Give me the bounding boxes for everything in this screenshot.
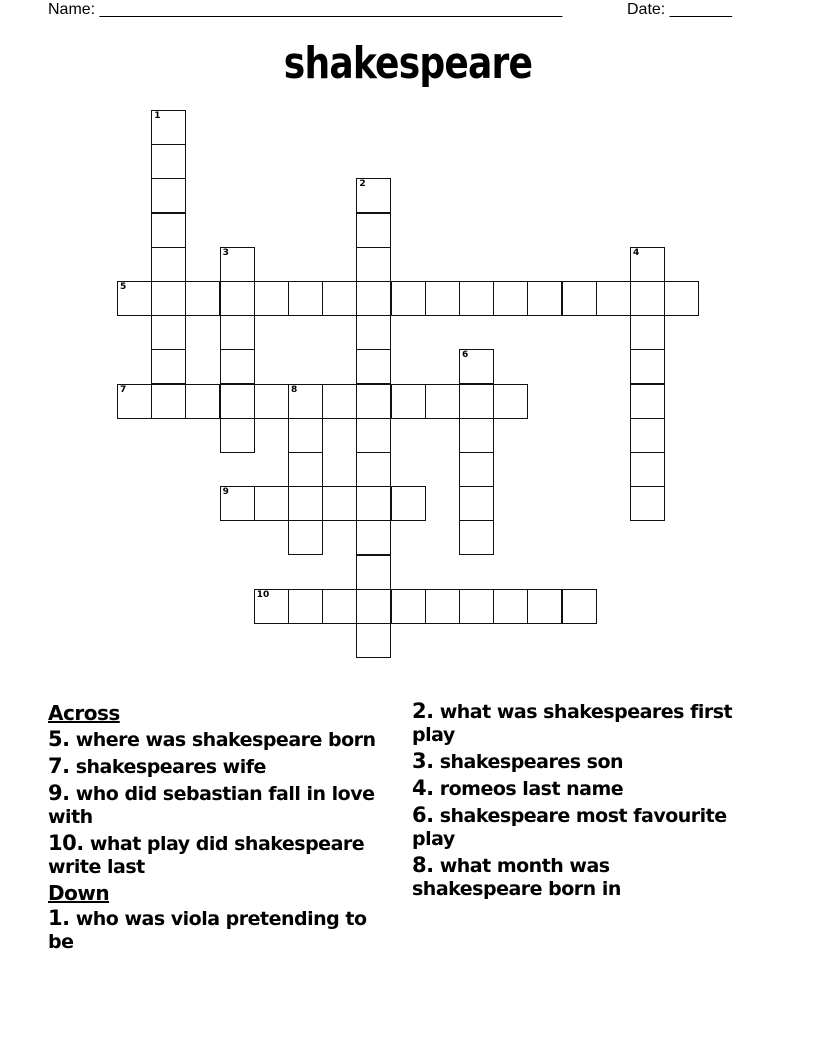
clue-down-4 (412, 777, 742, 801)
grid-cell[interactable] (254, 281, 289, 316)
grid-cell[interactable] (151, 281, 186, 316)
grid-cell[interactable] (356, 281, 391, 316)
grid-cell[interactable] (185, 281, 220, 316)
clue-text: what play did shakespeare write last (48, 832, 365, 878)
name-field-label: Name: ____________________________________________________ (48, 1, 563, 18)
grid-cell[interactable] (391, 281, 426, 316)
grid-cell[interactable] (527, 589, 562, 624)
grid-cell[interactable] (356, 555, 391, 590)
clue-number: 8. (412, 853, 434, 877)
grid-cell[interactable] (220, 349, 255, 384)
grid-cell[interactable] (356, 452, 391, 487)
grid-cell[interactable] (630, 349, 665, 384)
grid-cell[interactable] (356, 486, 391, 521)
grid-cell[interactable] (391, 486, 426, 521)
grid-cell[interactable] (322, 486, 357, 521)
grid-cell[interactable] (562, 589, 597, 624)
grid-cell[interactable] (630, 384, 665, 419)
grid-cell[interactable] (459, 452, 494, 487)
clue-number: 3. (412, 749, 434, 773)
clue-number: 10. (48, 830, 84, 855)
clue-text: what was shakespeares first play (412, 701, 733, 746)
clue-down-2 (412, 700, 742, 747)
grid-cell[interactable] (254, 384, 289, 419)
grid-cell[interactable] (562, 281, 597, 316)
grid-cell[interactable] (391, 589, 426, 624)
cell-number: 9 (222, 487, 229, 498)
clue-text: what month was shakespeare born in (412, 855, 621, 900)
cell-number: 5 (120, 282, 127, 292)
grid-cell[interactable] (356, 384, 391, 419)
grid-cell[interactable] (322, 281, 357, 316)
grid-cell[interactable] (151, 247, 186, 282)
grid-cell[interactable] (630, 452, 665, 487)
clue-across-7 (48, 755, 383, 779)
grid-cell[interactable] (356, 623, 391, 658)
clues-right-column (412, 700, 742, 904)
down-heading: Down (48, 880, 110, 905)
clue-number: 1. (48, 906, 70, 930)
cell-number: 3 (222, 247, 229, 258)
grid-cell[interactable] (356, 418, 391, 453)
clue-text: romeos last name (439, 778, 624, 800)
grid-cell[interactable] (356, 349, 391, 384)
grid-cell[interactable] (220, 281, 255, 316)
grid-cell[interactable] (459, 520, 494, 555)
grid-cell[interactable] (356, 589, 391, 624)
grid-cell[interactable] (254, 486, 289, 521)
grid-cell[interactable] (117, 281, 152, 316)
grid-cell[interactable] (459, 384, 494, 419)
grid-cell[interactable] (630, 418, 665, 453)
clue-number: 2. (412, 699, 434, 723)
grid-cell[interactable] (151, 349, 186, 384)
grid-cell[interactable] (356, 247, 391, 282)
clue-text: shakespeare most favourite play (412, 805, 727, 850)
grid-cell[interactable] (425, 589, 460, 624)
grid-cell[interactable] (220, 315, 255, 350)
grid-cell[interactable] (356, 178, 391, 213)
cell-number: 6 (462, 350, 469, 361)
clue-down-3 (412, 750, 742, 774)
grid-cell[interactable] (527, 281, 562, 316)
grid-cell[interactable] (151, 384, 186, 419)
grid-cell[interactable] (425, 281, 460, 316)
clue-text: who did sebastian fall in love with (48, 782, 375, 828)
clue-number: 4. (412, 776, 434, 800)
clue-text: where was shakespeare born (75, 728, 376, 751)
grid-cell[interactable] (288, 418, 323, 453)
grid-cell[interactable] (630, 315, 665, 350)
grid-cell[interactable] (220, 418, 255, 453)
grid-cell[interactable] (664, 281, 699, 316)
clue-down-6 (412, 804, 742, 851)
grid-cell[interactable] (425, 384, 460, 419)
grid-cell[interactable] (288, 452, 323, 487)
grid-cell[interactable] (493, 384, 528, 419)
grid-cell[interactable] (493, 281, 528, 316)
across-heading: Across (48, 701, 120, 725)
grid-cell[interactable] (254, 589, 289, 624)
grid-cell[interactable] (459, 281, 494, 316)
clue-text: who was viola pretending to be (48, 908, 367, 953)
cell-number: 4 (633, 247, 640, 258)
clue-across-9 (48, 782, 383, 829)
cell-number: 10 (256, 589, 270, 600)
grid-cell[interactable] (151, 315, 186, 350)
grid-cell[interactable] (151, 110, 186, 145)
grid-cell[interactable] (288, 281, 323, 316)
clue-down-1 (48, 907, 383, 954)
grid-cell[interactable] (322, 589, 357, 624)
grid-cell[interactable] (288, 486, 323, 521)
clue-text: shakespeares wife (75, 755, 266, 778)
clue-across-5 (48, 728, 383, 752)
clue-number: 6. (412, 803, 434, 827)
grid-cell[interactable] (151, 178, 186, 213)
grid-cell[interactable] (356, 520, 391, 555)
cell-number: 7 (120, 384, 127, 395)
clue-number: 5. (48, 726, 70, 751)
grid-cell[interactable] (151, 213, 186, 248)
grid-cell[interactable] (391, 384, 426, 419)
cell-number: 2 (359, 179, 366, 190)
grid-cell[interactable] (288, 520, 323, 555)
clues-left-column (48, 700, 383, 957)
page-title: shakespeare (283, 38, 533, 89)
grid-cell[interactable] (356, 213, 391, 248)
grid-cell[interactable] (288, 384, 323, 419)
grid-cell[interactable] (322, 384, 357, 419)
grid-cell[interactable] (493, 589, 528, 624)
grid-cell[interactable] (459, 589, 494, 624)
clue-number: 9. (48, 780, 70, 805)
grid-cell[interactable] (220, 486, 255, 521)
grid-cell[interactable] (459, 418, 494, 453)
clue-across-10 (48, 832, 383, 879)
grid-cell[interactable] (630, 247, 665, 282)
grid-cell[interactable] (151, 144, 186, 179)
grid-cell[interactable] (630, 486, 665, 521)
grid-cell[interactable] (459, 349, 494, 384)
grid-cell[interactable] (220, 384, 255, 419)
grid-cell[interactable] (220, 247, 255, 282)
clue-down-8 (412, 854, 742, 901)
cell-number: 1 (154, 111, 161, 121)
cell-number: 8 (291, 384, 298, 395)
clue-text: shakespeares son (439, 751, 624, 773)
clue-number: 7. (48, 753, 70, 778)
grid-cell[interactable] (596, 281, 631, 316)
grid-cell[interactable] (459, 486, 494, 521)
grid-cell[interactable] (288, 589, 323, 624)
grid-cell[interactable] (117, 384, 152, 419)
grid-cell[interactable] (185, 384, 220, 419)
date-field-label: Date: _______ (627, 1, 732, 18)
grid-cell[interactable] (630, 281, 665, 316)
grid-cell[interactable] (356, 315, 391, 350)
